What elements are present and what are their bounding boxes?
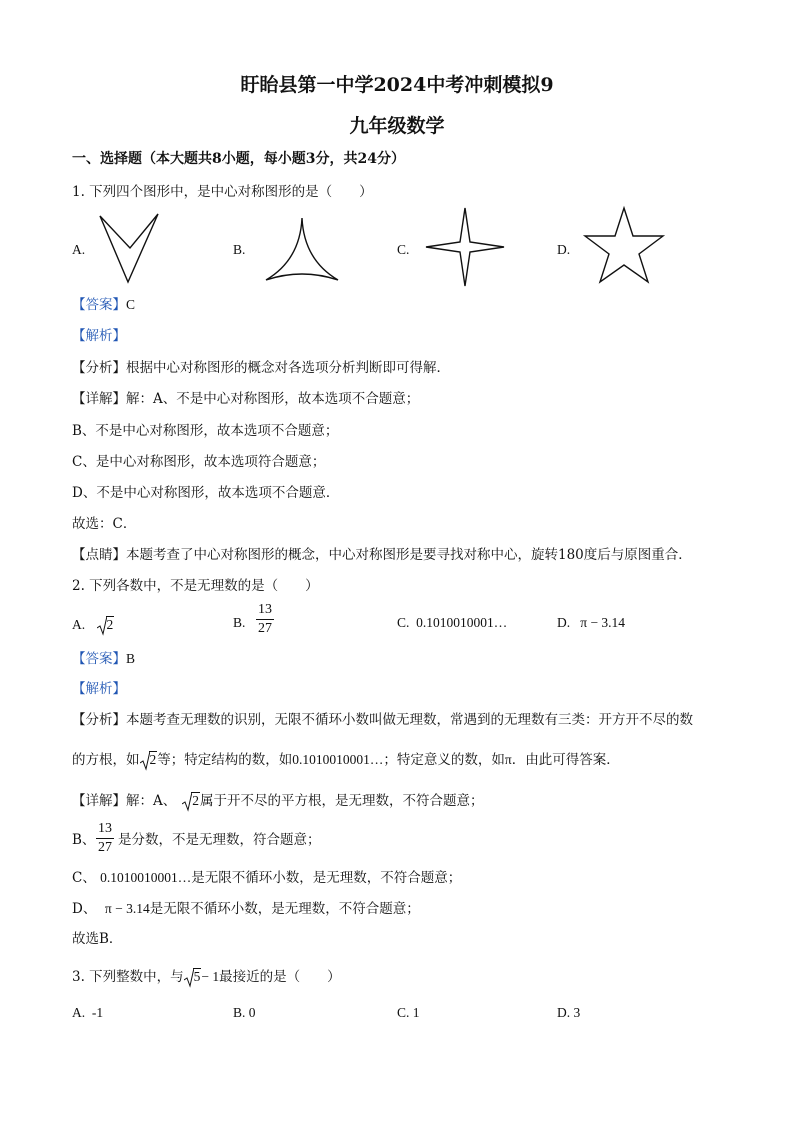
q1-fenxi-label: 【分析】	[72, 360, 126, 376]
question-3-stem	[72, 968, 341, 985]
q2-fenxi-text-1: 本题考查无理数的识别，无限不循环小数叫做无理数，常遇到的无理数有三类：开方开不尽的数	[126, 712, 693, 728]
q3-stem-b: − 1	[201, 969, 220, 984]
q3-option-d-label: D.	[557, 1005, 571, 1020]
q1-fenxi	[72, 362, 450, 376]
q3-option-a	[72, 1006, 103, 1020]
q2-fenxi-line-1	[72, 714, 693, 728]
q2-detail-denominator: 27	[98, 839, 112, 855]
q1-option-d-label: D.	[557, 242, 571, 257]
q2-fenxi-2c: 0.1010010001…	[292, 752, 384, 767]
q3-stem-radicand: 5	[193, 969, 201, 984]
q1-answer-value: C	[126, 297, 136, 312]
q2-detail-fraction	[96, 822, 114, 855]
q2-analysis-label-text: 【解析】	[72, 681, 126, 697]
q1-analysis-label	[72, 330, 126, 344]
q2-option-a-radicand: 2	[106, 617, 114, 632]
q2-analysis-label	[72, 683, 126, 697]
q2-detail-1a: 解：A、	[126, 793, 177, 809]
q2-option-b-denominator: 27	[258, 620, 272, 636]
q2-detail-line-2-text: 是分数，不是无理数，符合题意；	[118, 832, 321, 848]
q3-option-c	[397, 1006, 420, 1020]
q2-detail-4b: 是无限不循环小数，是无理数，不符合题意；	[149, 901, 420, 917]
q1-choose: 故选：C．	[72, 516, 137, 532]
q3-option-d-value: 3	[573, 1005, 581, 1020]
q2-detail-label: 【详解】	[72, 793, 126, 809]
q2-detail-radicand: 2	[192, 793, 199, 808]
q2-option-c-label: C.	[397, 615, 410, 630]
q3-option-c-value: 1	[412, 1005, 420, 1020]
q2-fenxi-2e: π	[504, 752, 512, 767]
q2-detail-line-1	[72, 792, 484, 809]
curved-triangle-shape	[264, 216, 340, 284]
q3-option-d	[557, 1006, 580, 1020]
q2-detail-4a: D、	[72, 901, 97, 917]
four-point-star-shape	[424, 206, 506, 288]
five-point-star-shape	[583, 206, 665, 284]
chevron-shape	[98, 212, 162, 284]
q1-detail-label: 【详解】	[72, 391, 126, 407]
q2-fenxi-2f: ．由此可得答案．	[511, 752, 620, 768]
q3-option-a-label: A.	[72, 1005, 86, 1020]
q2-detail-numerator: 13	[96, 822, 114, 839]
q2-option-d	[557, 616, 625, 630]
q1-detail-line-1	[72, 393, 419, 407]
q2-fenxi-2b: 等；特定结构的数，如	[157, 752, 293, 768]
question-2-stem: 2. 下列各数中，不是无理数的是（ ）	[72, 578, 319, 594]
q1-detail-text-1: 解：A、不是中心对称图形，故本选项不合题意；	[126, 391, 420, 407]
q1-option-a-label: A.	[72, 242, 86, 257]
q2-option-b-numerator: 13	[256, 603, 274, 620]
q2-fenxi-2a: 的方根，如	[72, 752, 140, 768]
q2-detail-3a: C、	[72, 870, 96, 886]
q3-option-c-label: C.	[397, 1005, 410, 1020]
q2-detail-line-2-label: B、	[72, 832, 96, 848]
q1-answer	[72, 298, 135, 313]
q2-option-d-label: D.	[557, 615, 571, 630]
q1-answer-label: 【答案】	[72, 297, 126, 313]
q2-answer-value: B	[126, 651, 136, 666]
page-subtitle: 九年级数学	[349, 115, 445, 137]
question-1-stem: 1. 下列四个图形中，是中心对称图形的是（ ）	[72, 184, 373, 200]
q3-stem-sqrt	[184, 968, 202, 984]
q1-dianjing	[72, 549, 692, 563]
q2-fenxi-label: 【分析】	[72, 712, 126, 728]
q2-detail-4-val: π − 3.14	[104, 901, 150, 916]
q2-detail-line-4	[72, 902, 420, 917]
q2-option-a-label: A.	[72, 617, 86, 632]
q2-option-a	[72, 616, 114, 632]
q2-detail-3-val: 0.1010010001…	[100, 870, 192, 885]
q2-option-a-sqrt	[97, 616, 115, 632]
q2-detail-3b: 是无限不循环小数，是无理数，不符合题意；	[191, 870, 462, 886]
q1-option-b-label: B.	[233, 242, 246, 257]
q2-fenxi-line-2	[72, 751, 620, 768]
q1-analysis-label-text: 【解析】	[72, 328, 126, 344]
q1-fenxi-text: 根据中心对称图形的概念对各选项分析判断即可得解．	[126, 360, 450, 376]
q1-detail-line-4: D、不是中心对称图形，故本选项不合题意．	[72, 485, 340, 501]
q2-fenxi-2d: ；特定意义的数，如	[383, 752, 505, 768]
q2-fenxi-radicand: 2	[149, 752, 157, 767]
q2-option-b-label: B.	[233, 615, 246, 630]
q2-detail-sqrt	[182, 792, 200, 808]
q3-option-b	[233, 1006, 256, 1020]
q2-fenxi-sqrt	[140, 751, 158, 767]
q2-answer	[72, 652, 135, 667]
q3-option-a-value: -1	[91, 1005, 104, 1020]
section-heading: 一、选择题（本大题共8小题，每小题3分，共24分）	[72, 151, 405, 167]
q2-detail-1b: 属于开不尽的平方根，是无理数，不符合题意；	[200, 793, 484, 809]
q2-choose: 故选B．	[72, 931, 123, 947]
q3-stem-a: 3. 下列整数中，与	[72, 969, 184, 985]
q2-option-c-value: 0.1010010001…	[416, 615, 508, 630]
q1-detail-line-3: C、是中心对称图形，故本选项符合题意；	[72, 454, 326, 470]
q1-dianjing-text: 本题考查了中心对称图形的概念，中心对称图形是要寻找对称中心，旋转180度后与原图重合．	[126, 547, 692, 563]
q1-option-c-label: C.	[397, 242, 410, 257]
q1-dianjing-label: 【点睛】	[72, 547, 126, 563]
q2-option-b-fraction	[256, 603, 274, 636]
q2-option-d-value: π − 3.14	[580, 615, 626, 630]
q3-option-b-value: 0	[248, 1005, 256, 1020]
q2-answer-label: 【答案】	[72, 651, 126, 667]
q3-stem-c: 最接近的是（ ）	[219, 969, 341, 985]
q1-detail-line-2: B、不是中心对称图形，故本选项不合题意；	[72, 423, 339, 439]
page-title: 盱眙县第一中学2024中考冲刺模拟9	[240, 74, 554, 96]
q2-detail-line-3	[72, 871, 461, 886]
q2-option-c	[397, 616, 507, 630]
q3-option-b-label: B.	[233, 1005, 246, 1020]
